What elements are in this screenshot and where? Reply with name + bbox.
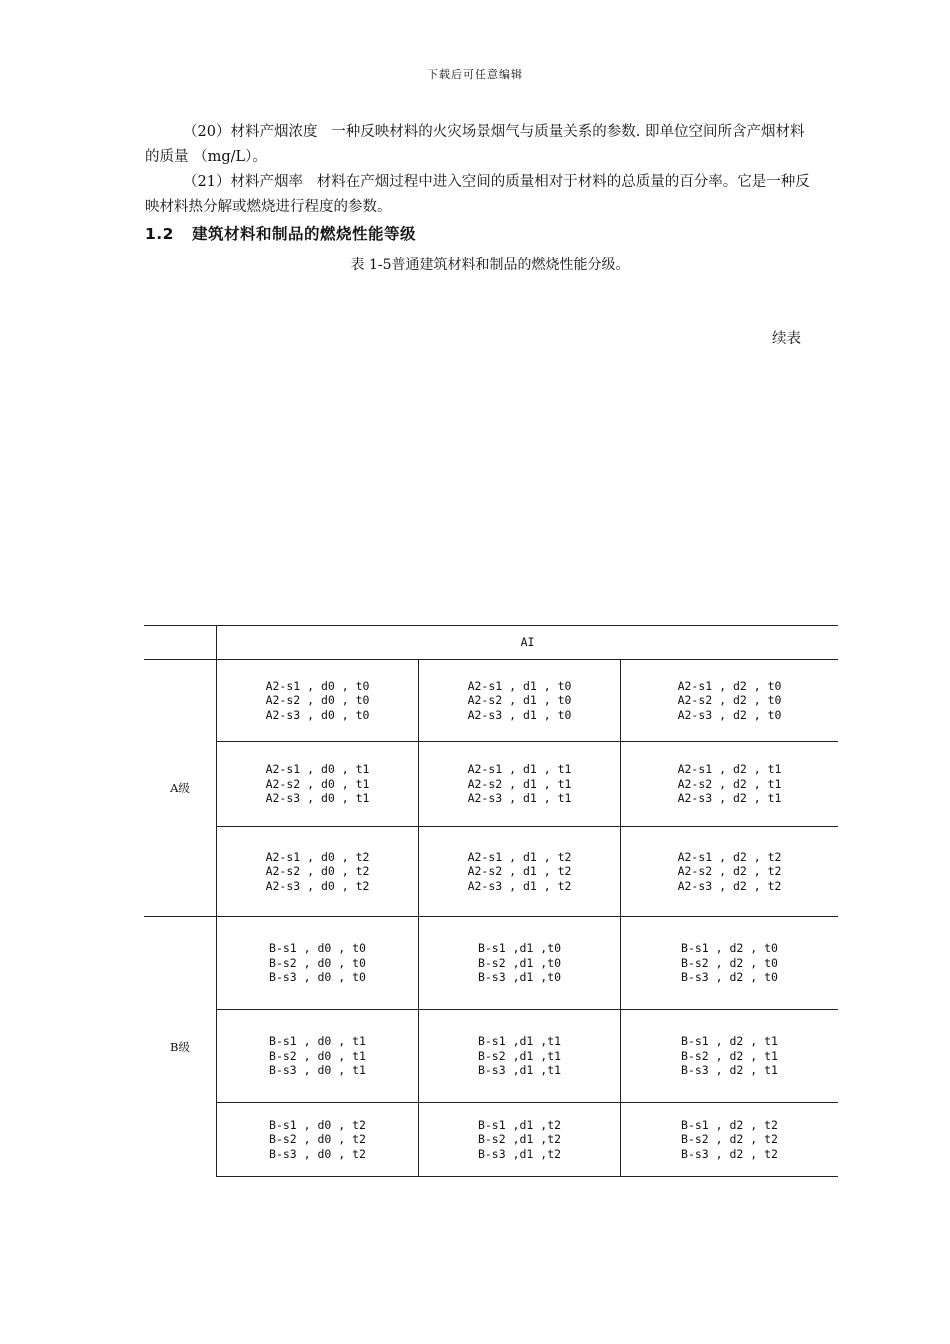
- grade-cell-lines: [621, 941, 838, 985]
- grade-cell: [621, 742, 839, 827]
- grade-code: B-s3 , d0 , t1: [269, 1063, 366, 1078]
- grade-code: B-s1 , d2 , t2: [681, 1117, 778, 1132]
- grade-cell: [217, 660, 419, 742]
- grade-cell: [217, 742, 419, 827]
- grade-code: B-s3 , d2 , t2: [681, 1146, 778, 1161]
- grade-cell: [621, 917, 839, 1010]
- grade-code: B-s2 , d0 , t1: [269, 1048, 366, 1063]
- grade-code: A2-s3 , d1 , t2: [467, 878, 572, 893]
- table-row: [144, 917, 838, 1010]
- grade-cell-lines: [217, 850, 418, 894]
- section-number: 1.2: [145, 225, 174, 243]
- grade-cell: [419, 660, 621, 742]
- grade-code: B-s3 , d0 , t0: [269, 970, 366, 985]
- grade-cell-lines: [419, 941, 620, 985]
- grade-code: B-s2 , d2 , t2: [681, 1132, 778, 1147]
- grade-code: A2-s2 , d0 , t1: [265, 776, 370, 791]
- grade-code: A2-s1 , d2 , t1: [677, 762, 782, 777]
- grade-cell: [217, 1103, 419, 1177]
- grade-code: B-s1 ,d1 ,t1: [477, 1034, 562, 1049]
- table-row: [144, 742, 838, 827]
- grade-cell: [419, 1010, 621, 1103]
- grade-cell-lines: [621, 850, 838, 894]
- paragraph-20: [145, 120, 815, 170]
- grade-code: A2-s3 , d2 , t2: [677, 878, 782, 893]
- paragraph-term: 材料产烟浓度: [230, 124, 318, 140]
- grade-code: B-s1 ,d1 ,t0: [477, 941, 562, 956]
- grade-cell: [217, 1010, 419, 1103]
- grade-cell: [621, 660, 839, 742]
- grade-code: A2-s1 , d0 , t0: [265, 678, 370, 693]
- grade-cell: [419, 1103, 621, 1177]
- grade-code: B-s1 ,d1 ,t2: [477, 1117, 562, 1132]
- grade-cell-lines: [217, 1034, 418, 1078]
- grade-code: B-s2 ,d1 ,t2: [477, 1132, 562, 1147]
- paragraph-number: （21）: [183, 174, 231, 190]
- paragraph-number: （20）: [183, 124, 231, 140]
- grade-code: A2-s2 , d1 , t1: [467, 776, 572, 791]
- grade-cell: [419, 742, 621, 827]
- grade-code: A2-s1 , d1 , t0: [467, 678, 572, 693]
- table-corner-cell: [144, 626, 217, 660]
- grade-code: A2-s1 , d0 , t1: [265, 762, 370, 777]
- grade-code: A2-s2 , d0 , t0: [265, 693, 370, 708]
- grade-code: B-s2 ,d1 ,t0: [477, 955, 562, 970]
- grade-cell-lines: [419, 679, 620, 723]
- section-heading: [145, 222, 416, 244]
- grade-code: B-s3 , d2 , t1: [681, 1063, 778, 1078]
- grade-code: B-s1 , d2 , t1: [681, 1034, 778, 1049]
- grade-cell-lines: [217, 679, 418, 723]
- grade-label-cell: B级: [144, 917, 217, 1177]
- grade-code: B-s1 , d0 , t2: [269, 1117, 366, 1132]
- grade-code: A2-s1 , d1 , t1: [467, 762, 572, 777]
- grade-cell: [621, 827, 839, 917]
- grade-code: A2-s1 , d0 , t2: [265, 849, 370, 864]
- table-header-ai: AI: [217, 626, 839, 660]
- grade-code: B-s2 ,d1 ,t1: [477, 1048, 562, 1063]
- table-caption: 表 1-5普通建筑材料和制品的燃烧性能分级。: [350, 257, 630, 273]
- grade-code: B-s3 , d0 , t2: [269, 1146, 366, 1161]
- grade-cell-lines: [419, 1118, 620, 1162]
- paragraph-term: 材料产烟率: [230, 174, 303, 190]
- grade-code: A2-s1 , d2 , t2: [677, 849, 782, 864]
- grade-code: A2-s2 , d2 , t0: [677, 693, 782, 708]
- table-row: [144, 1010, 838, 1103]
- grade-cell-lines: [217, 1118, 418, 1162]
- grade-cell: [419, 827, 621, 917]
- grade-code: A2-s2 , d2 , t2: [677, 864, 782, 879]
- section-title: 建筑材料和制品的燃烧性能等级: [191, 225, 416, 243]
- grade-cell: [419, 917, 621, 1010]
- grade-code: B-s2 , d0 , t2: [269, 1132, 366, 1147]
- grade-code: A2-s2 , d0 , t2: [265, 864, 370, 879]
- grade-cell-lines: [621, 762, 838, 806]
- table-header-row: [144, 626, 838, 660]
- page-header-note: 下载后可任意编辑: [427, 68, 523, 81]
- paragraph-21: [145, 170, 815, 220]
- paragraph-body: 材料在产烟过程中进入空间的质量相对于材料的总质量的百分率。它是一种反映材料热分解或燃烧进行程度的参数。: [145, 174, 810, 215]
- grade-cell-lines: [217, 941, 418, 985]
- grade-code: A2-s3 , d1 , t1: [467, 791, 572, 806]
- grade-label-cell: A级: [144, 660, 217, 917]
- grade-code: A2-s1 , d1 , t2: [467, 849, 572, 864]
- grade-cell-lines: [419, 850, 620, 894]
- grade-code: A2-s2 , d1 , t2: [467, 864, 572, 879]
- grade-code: A2-s2 , d2 , t1: [677, 776, 782, 791]
- paragraph-body: 一种反映材料的火灾场景烟气与质量关系的参数. 即单位空间所含产烟材料的质量 （mg/L）。: [145, 124, 805, 165]
- grade-cell-lines: [621, 679, 838, 723]
- grade-code: A2-s3 , d1 , t0: [467, 707, 572, 722]
- grade-code: B-s1 , d0 , t0: [269, 941, 366, 956]
- grade-cell-lines: [621, 1118, 838, 1162]
- grade-code: B-s3 ,d1 ,t1: [477, 1063, 562, 1078]
- grade-cell: [621, 1010, 839, 1103]
- grade-code: B-s3 ,d1 ,t0: [477, 970, 562, 985]
- grade-cell: [217, 827, 419, 917]
- fire-performance-grade-table: [144, 625, 838, 1177]
- grade-code: B-s2 , d2 , t0: [681, 955, 778, 970]
- grade-code: B-s1 , d0 , t1: [269, 1034, 366, 1049]
- grade-code: B-s3 , d2 , t0: [681, 970, 778, 985]
- grade-code: B-s3 ,d1 ,t2: [477, 1146, 562, 1161]
- grade-code: A2-s3 , d0 , t2: [265, 878, 370, 893]
- table-row: [144, 827, 838, 917]
- grade-code: A2-s3 , d2 , t0: [677, 707, 782, 722]
- grade-cell-lines: [419, 762, 620, 806]
- grade-code: B-s2 , d0 , t0: [269, 955, 366, 970]
- grade-cell: [621, 1103, 839, 1177]
- grade-code: A2-s3 , d0 , t0: [265, 707, 370, 722]
- grade-code: A2-s2 , d1 , t0: [467, 693, 572, 708]
- grade-cell-lines: [217, 762, 418, 806]
- table-row: [144, 660, 838, 742]
- grade-cell: [217, 917, 419, 1010]
- table-row: [144, 1103, 838, 1177]
- continued-label: 续表: [772, 331, 801, 347]
- grade-code: A2-s3 , d2 , t1: [677, 791, 782, 806]
- grade-cell-lines: [419, 1034, 620, 1078]
- grade-cell-lines: [621, 1034, 838, 1078]
- grade-code: A2-s1 , d2 , t0: [677, 678, 782, 693]
- grade-code: A2-s3 , d0 , t1: [265, 791, 370, 806]
- grade-code: B-s2 , d2 , t1: [681, 1048, 778, 1063]
- grade-code: B-s1 , d2 , t0: [681, 941, 778, 956]
